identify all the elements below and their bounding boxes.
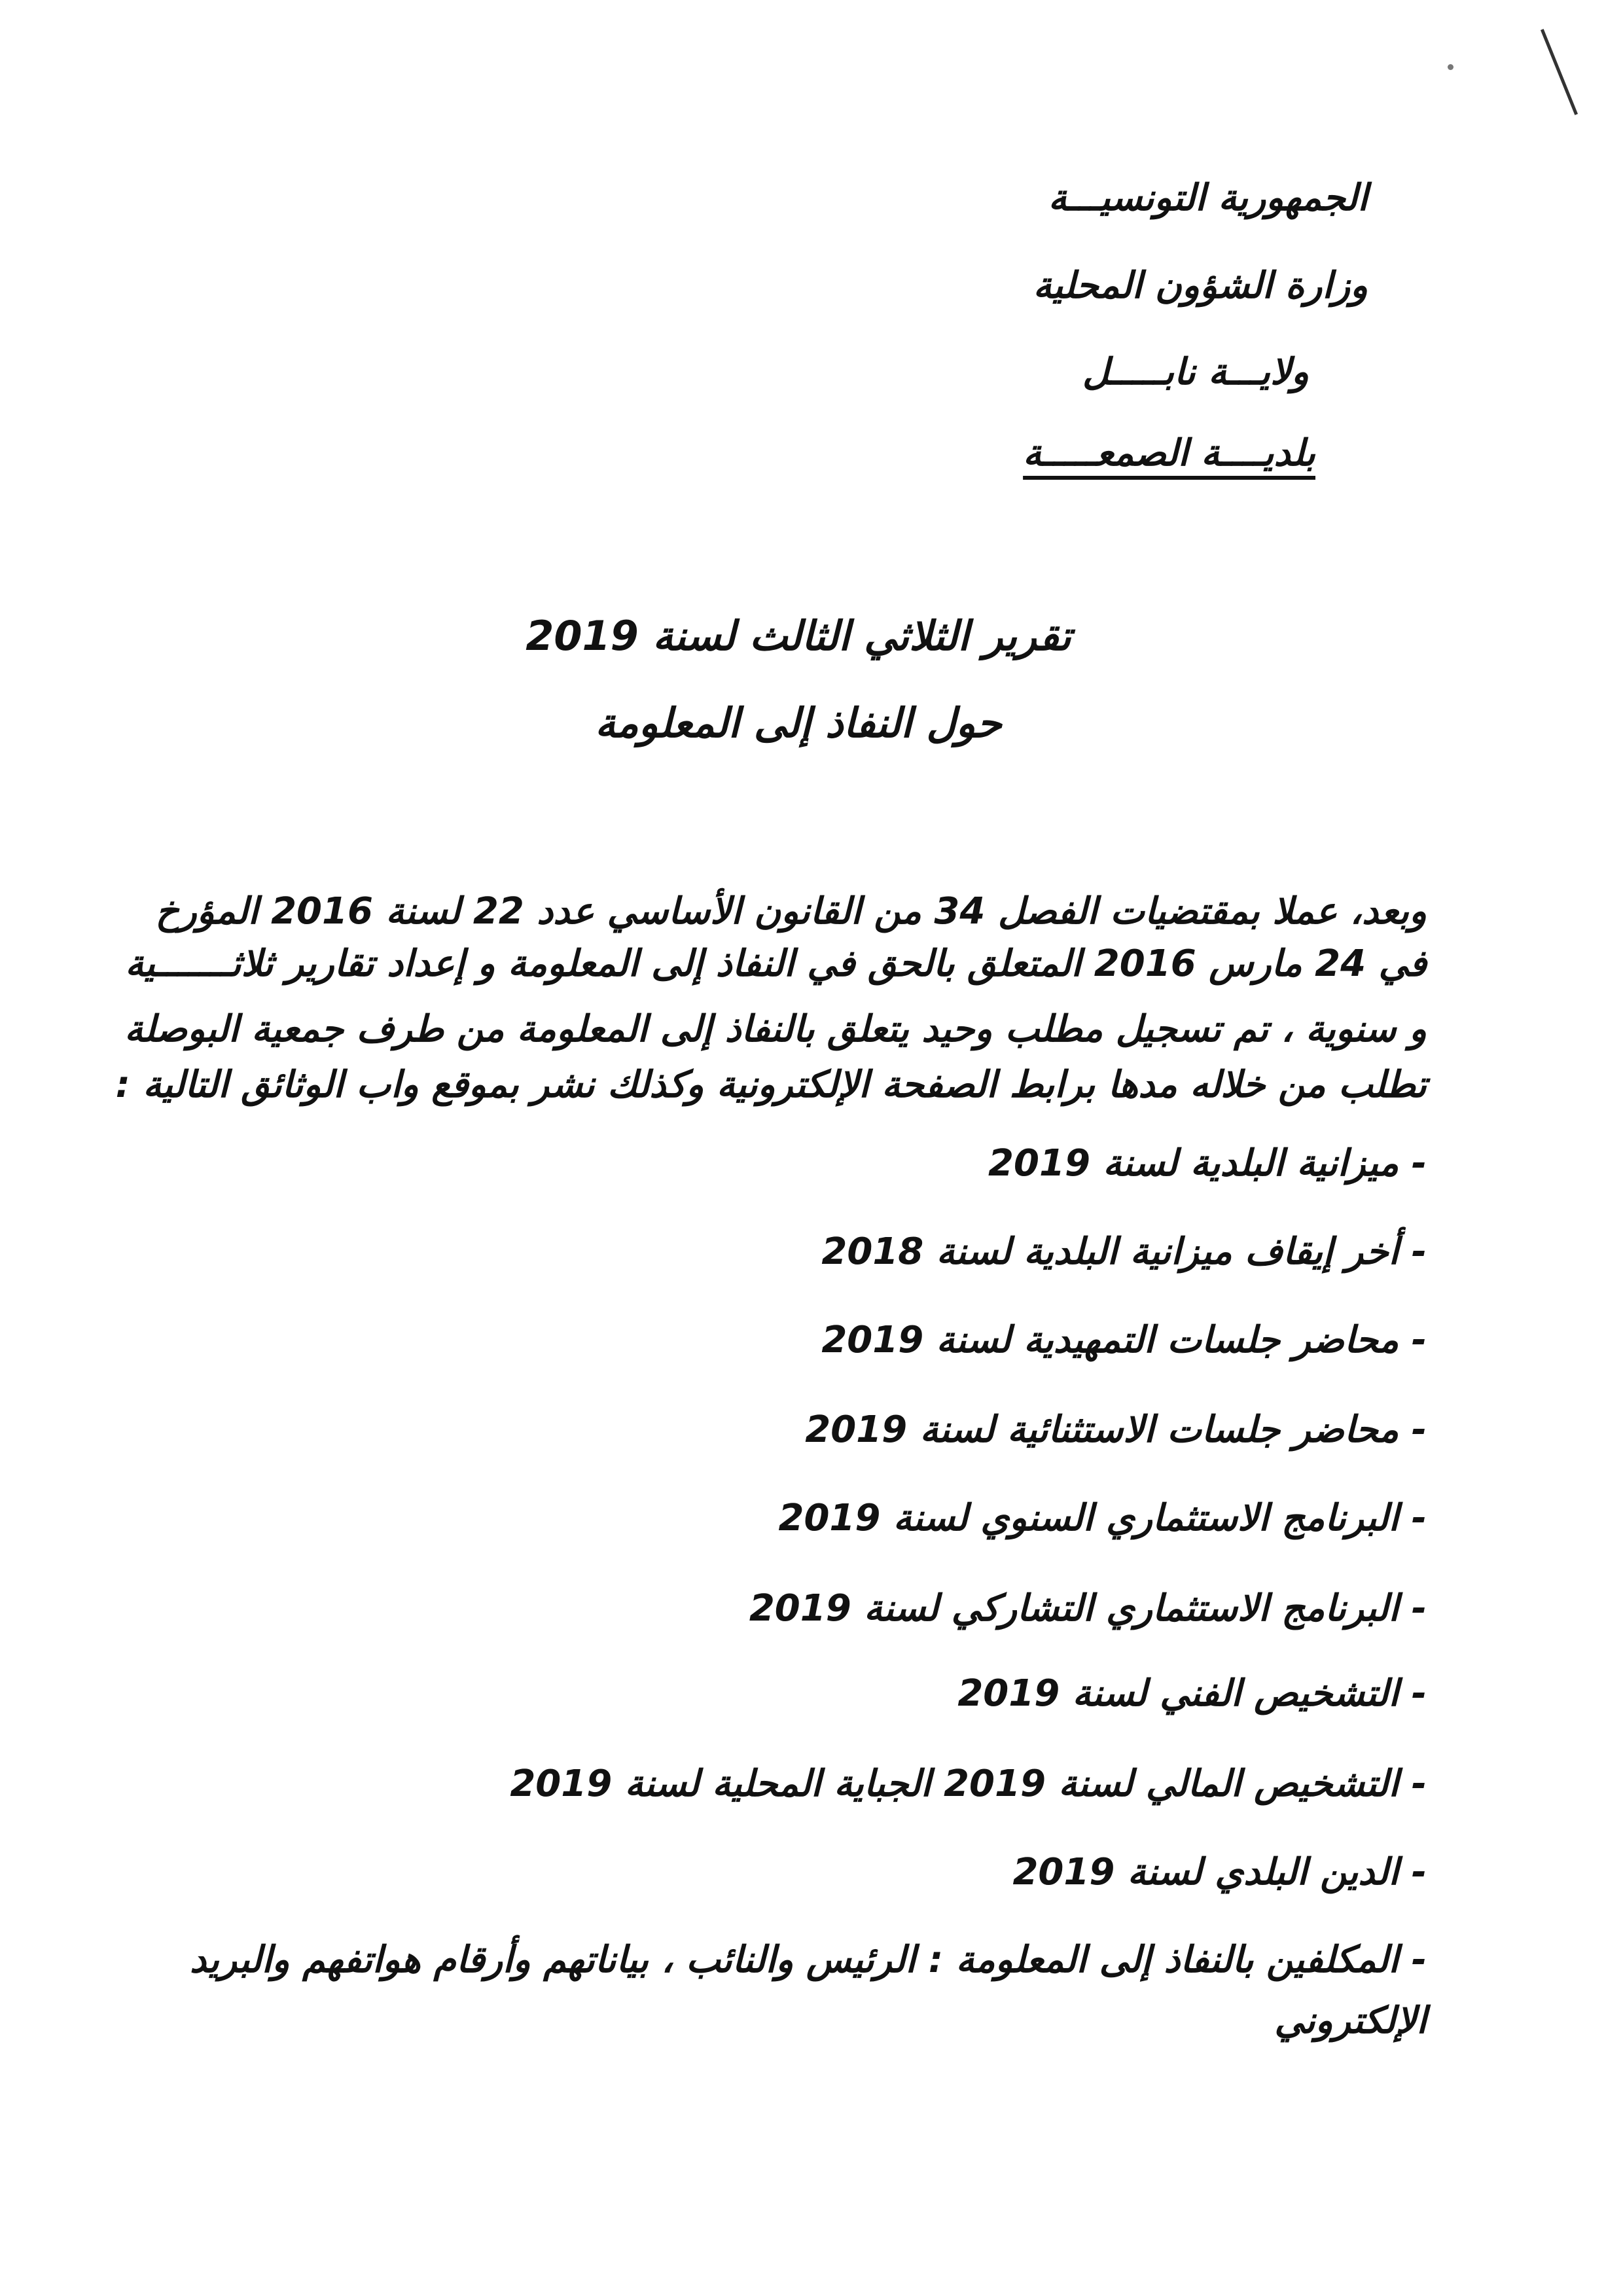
header-governorate: ولايـــة نابـــــل bbox=[1082, 351, 1309, 393]
paragraph-line: تطلب من خلاله مدها برابط الصفحة الإلكترونية وكذلك نشر بموقع واب الوثائق التالية : bbox=[115, 1064, 1427, 1106]
report-subtitle: حول النفاذ إلى المعلومة bbox=[595, 699, 1002, 747]
header-ministry: وزارة الشؤون المحلية bbox=[1033, 264, 1368, 307]
document-item: - ميزانية البلدية لسنة 2019 bbox=[988, 1142, 1427, 1185]
document-item: - المكلفين بالنفاذ إلى المعلومة : الرئيس والنائب ، بياناتهم وأرقام هواتفهم والبريد bbox=[190, 1939, 1427, 1981]
document-item: - محاضر جلسات التمهيدية لسنة 2019 bbox=[821, 1319, 1427, 1361]
report-title: تقرير الثلاثي الثالث لسنة 2019 bbox=[526, 612, 1071, 660]
scan-mark bbox=[1541, 29, 1578, 115]
document-item-continuation: الإلكتروني bbox=[1274, 2000, 1427, 2042]
header-municipality: بلديــــة الصمعـــــة bbox=[1023, 432, 1315, 475]
document-item: - البرنامج الاستثماري التشاركي لسنة 2019 bbox=[749, 1587, 1427, 1630]
paragraph-line: وبعد، عملا بمقتضيات الفصل 34 من القانون الأساسي عدد 22 لسنة 2016 المؤرخ bbox=[155, 890, 1427, 933]
document-item: - التشخيص الفني لسنة 2019 bbox=[957, 1672, 1427, 1715]
document-item: - محاضر جلسات الاستثنائية لسنة 2019 bbox=[805, 1408, 1427, 1451]
paragraph-line: في 24 مارس 2016 المتعلق بالحق في النفاذ إلى المعلومة و إعداد تقارير ثلاثـــــــية bbox=[125, 942, 1427, 985]
document-item: - الدين البلدي لسنة 2019 bbox=[1012, 1851, 1427, 1893]
header-republic: الجمهورية التونسيـــة bbox=[1048, 177, 1368, 219]
document-item: - أخر إيقاف ميزانية البلدية لسنة 2018 bbox=[821, 1230, 1427, 1273]
scan-dot bbox=[1448, 64, 1454, 70]
document-item: - التشخيص المالي لسنة 2019 الجباية المحلية لسنة 2019 bbox=[510, 1763, 1427, 1805]
paragraph-line: و سنوية ، تم تسجيل مطلب وحيد يتعلق بالنفاذ إلى المعلومة من طرف جمعية البوصلة bbox=[124, 1008, 1427, 1050]
document-item: - البرنامج الاستثماري السنوي لسنة 2019 bbox=[778, 1497, 1427, 1539]
